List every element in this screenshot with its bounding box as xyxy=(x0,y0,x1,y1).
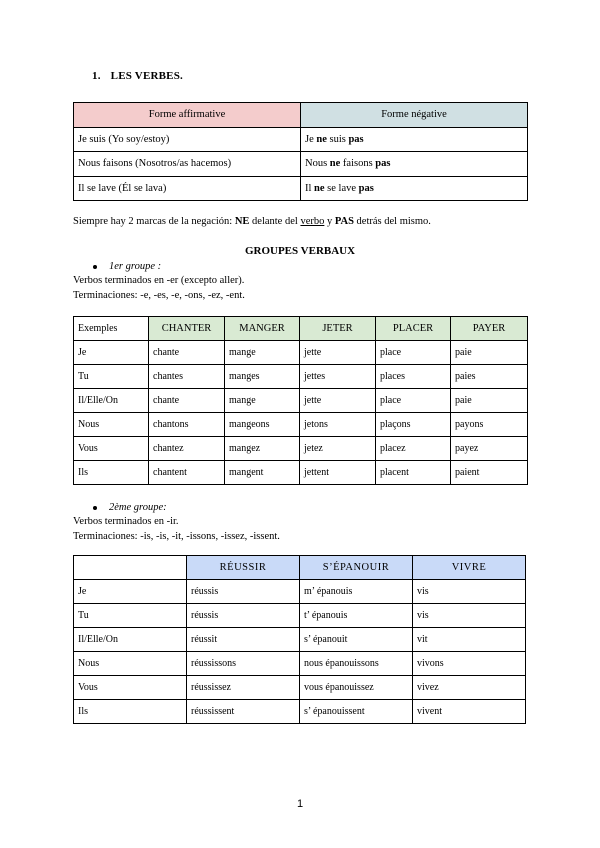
table-cell: jettes xyxy=(300,365,376,389)
section-title-text: LES VERBES. xyxy=(110,70,183,82)
bullet-dot xyxy=(93,265,97,269)
table-row xyxy=(74,628,526,652)
group1-bullet: 1er groupe : xyxy=(93,261,161,272)
table-cell: paies xyxy=(451,365,528,389)
table-cell: vis xyxy=(413,604,526,628)
header-cell: VIVRE xyxy=(413,556,526,580)
header-cell: Exemples xyxy=(74,317,149,341)
table-cell: Vous xyxy=(74,437,149,461)
header-cell: PAYER xyxy=(451,317,528,341)
table-cell: jetez xyxy=(300,437,376,461)
table-cell: Vous xyxy=(74,676,187,700)
header-cell xyxy=(74,556,187,580)
groupes-title: GROUPES VERBAUX xyxy=(244,245,356,257)
table-cell: nous épanouissons xyxy=(300,652,413,676)
table-cell: plaçons xyxy=(376,413,451,437)
table-cell: réussissez xyxy=(187,676,300,700)
bullet-dot xyxy=(93,506,97,510)
table-row xyxy=(74,152,528,177)
table-cell: Il/Elle/On xyxy=(74,628,187,652)
group1-line1: Verbos terminados en -er (excepto aller). xyxy=(73,275,245,286)
table-cell: mange xyxy=(225,341,300,365)
table-row xyxy=(74,437,528,461)
table-cell: m’ épanouis xyxy=(300,580,413,604)
table-cell: Je xyxy=(74,341,149,365)
table-cell: mangeons xyxy=(225,413,300,437)
table-header-row xyxy=(74,103,528,128)
table-cell: vivent xyxy=(413,700,526,724)
table-cell: vivez xyxy=(413,676,526,700)
table-row xyxy=(74,461,528,485)
table-cell: Nous xyxy=(74,652,187,676)
negative-cell: Il ne se lave pas xyxy=(301,176,528,201)
page-number: 1 xyxy=(296,798,304,810)
table-cell: réussissent xyxy=(187,700,300,724)
group2-line2: Terminaciones: -is, -is, -it, -issons, -issez, -issent. xyxy=(73,531,280,542)
table-cell: places xyxy=(376,365,451,389)
table-row xyxy=(74,676,526,700)
affirmative-cell: Il se lave (Él se lava) xyxy=(74,176,301,201)
table-row xyxy=(74,652,526,676)
section-title xyxy=(92,70,183,82)
table-cell: vous épanouissez xyxy=(300,676,413,700)
table-cell: réussis xyxy=(187,580,300,604)
table-cell: mange xyxy=(225,389,300,413)
table-header-row xyxy=(74,317,528,341)
table-cell: payons xyxy=(451,413,528,437)
table-cell: placent xyxy=(376,461,451,485)
table-row xyxy=(74,389,528,413)
table-cell: place xyxy=(376,389,451,413)
header-affirmative: Forme affirmative xyxy=(74,103,301,128)
table-cell: Nous xyxy=(74,413,149,437)
header-cell: S’ÉPANOUIR xyxy=(300,556,413,580)
table-cell: Ils xyxy=(74,461,149,485)
table-cell: s’ épanouit xyxy=(300,628,413,652)
table-cell: réussit xyxy=(187,628,300,652)
negative-cell: Nous ne faisons pas xyxy=(301,152,528,177)
table-cell: chantes xyxy=(149,365,225,389)
header-cell: RÉUSSIR xyxy=(187,556,300,580)
table-cell: jette xyxy=(300,341,376,365)
table-cell: Tu xyxy=(74,365,149,389)
table-row xyxy=(74,413,528,437)
table-cell: jette xyxy=(300,389,376,413)
table-row xyxy=(74,700,526,724)
table-cell: mangent xyxy=(225,461,300,485)
negation-note: Siempre hay 2 marcas de la negación: NE delante del verbo y PAS detrás del mismo. xyxy=(73,216,431,227)
table-row xyxy=(74,127,528,152)
table-cell: place xyxy=(376,341,451,365)
negative-cell: Je ne suis pas xyxy=(301,127,528,152)
negation-table xyxy=(73,102,528,201)
group1-line2: Terminaciones: -e, -es, -e, -ons, -ez, -ent. xyxy=(73,290,245,301)
table-cell: réussis xyxy=(187,604,300,628)
table-cell: chantons xyxy=(149,413,225,437)
table-cell: vit xyxy=(413,628,526,652)
header-cell: JETER xyxy=(300,317,376,341)
header-cell: MANGER xyxy=(225,317,300,341)
table-cell: vis xyxy=(413,580,526,604)
table-cell: chantez xyxy=(149,437,225,461)
table-header-row xyxy=(74,556,526,580)
table-cell: vivons xyxy=(413,652,526,676)
table-cell: Je xyxy=(74,580,187,604)
table-cell: chante xyxy=(149,389,225,413)
group2-bullet: 2ème groupe: xyxy=(93,502,167,513)
table-cell: Il/Elle/On xyxy=(74,389,149,413)
table-cell: Tu xyxy=(74,604,187,628)
table-cell: chante xyxy=(149,341,225,365)
affirmative-cell: Je suis (Yo soy/estoy) xyxy=(74,127,301,152)
table-cell: s’ épanouissent xyxy=(300,700,413,724)
table-cell: payez xyxy=(451,437,528,461)
table-cell: placez xyxy=(376,437,451,461)
affirmative-cell: Nous faisons (Nosotros/as hacemos) xyxy=(74,152,301,177)
table-cell: paie xyxy=(451,341,528,365)
table-cell: chantent xyxy=(149,461,225,485)
table-row xyxy=(74,365,528,389)
table-row xyxy=(74,176,528,201)
header-cell: PLACER xyxy=(376,317,451,341)
table-row xyxy=(74,604,526,628)
group2-table xyxy=(73,555,526,724)
table-cell: jettent xyxy=(300,461,376,485)
header-negative: Forme négative xyxy=(301,103,528,128)
table-cell: paient xyxy=(451,461,528,485)
table-cell: paie xyxy=(451,389,528,413)
table-cell: mangez xyxy=(225,437,300,461)
table-cell: Ils xyxy=(74,700,187,724)
table-cell: t’ épanouis xyxy=(300,604,413,628)
header-cell: CHANTER xyxy=(149,317,225,341)
table-cell: réussissons xyxy=(187,652,300,676)
group1-table xyxy=(73,316,528,485)
table-row xyxy=(74,580,526,604)
table-cell: manges xyxy=(225,365,300,389)
table-cell: jetons xyxy=(300,413,376,437)
table-row xyxy=(74,341,528,365)
section-number: 1. xyxy=(92,70,101,82)
group2-line1: Verbos terminados en -ir. xyxy=(73,516,179,527)
